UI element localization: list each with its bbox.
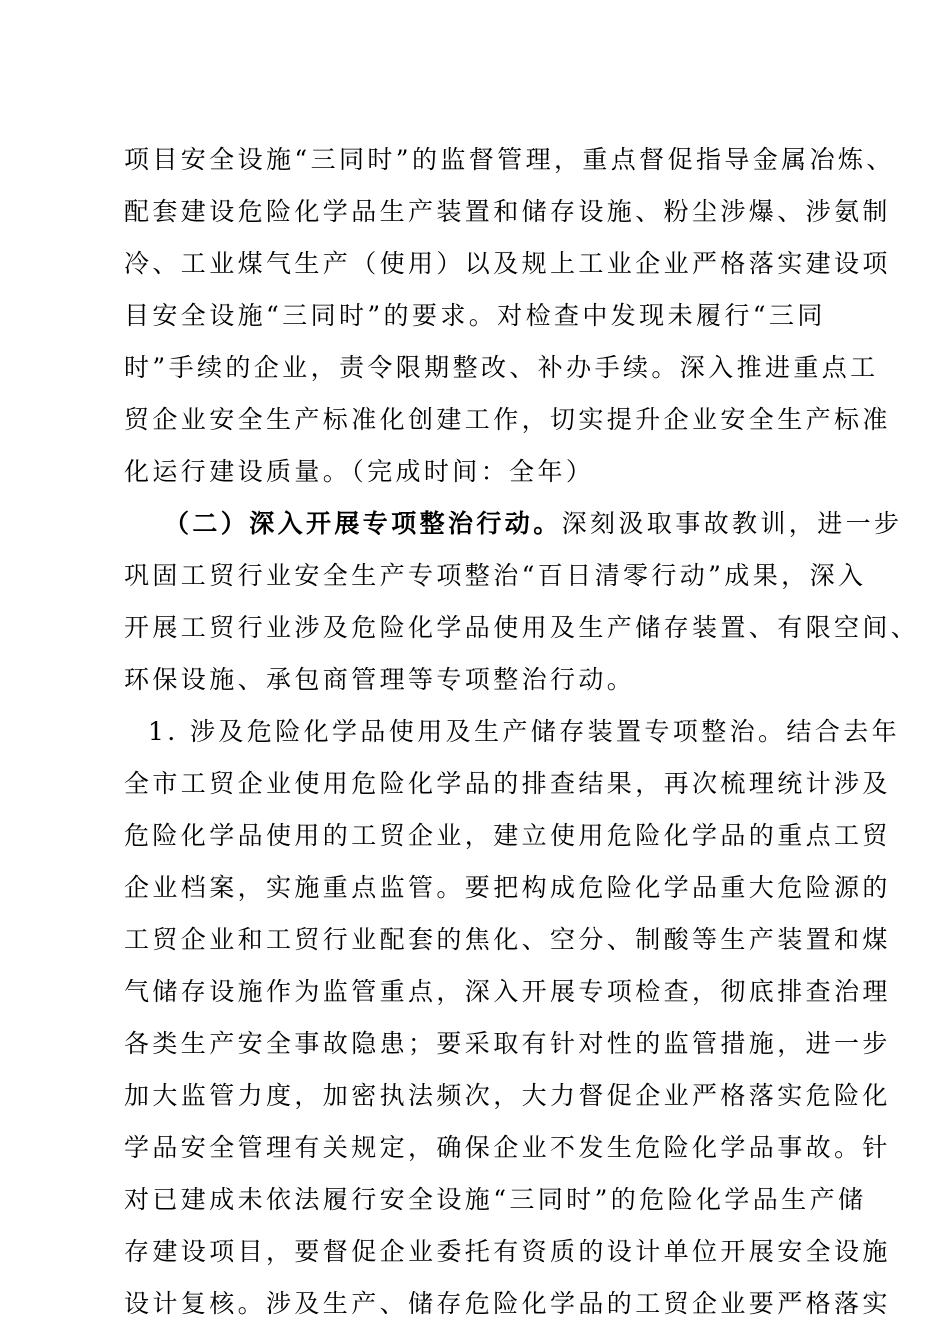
- text-line: 目安全设施“三同时”的要求。对检查中发现未履行“三同: [124, 301, 826, 330]
- text-line: 化运行建设质量。（完成时间：全年）: [124, 457, 595, 486]
- text-line: 加大监管力度，加密执法频次，大力督促企业严格落实危险化: [124, 1081, 891, 1110]
- text-line: 时”手续的企业，责令限期整改、补办手续。深入推进重点工: [124, 353, 879, 382]
- text-line: 环保设施、承包商管理等专项整治行动。: [124, 665, 636, 694]
- text-line: 开展工贸行业涉及危险化学品使用及生产储存装置、有限空间、: [124, 613, 920, 642]
- section-2-intro: 深刻汲取事故教训，进一步: [561, 509, 903, 538]
- text-line: 存建设项目，要督促企业委托有资质的设计单位开展安全设施: [124, 1237, 891, 1266]
- text-line: 危险化学品使用的工贸企业，建立使用危险化学品的重点工贸: [124, 821, 891, 850]
- text-line: 巩固工贸行业安全生产专项整治“百日清零行动”成果，深入: [124, 561, 867, 590]
- text-line: 全市工贸企业使用危险化学品的排查结果，再次梳理统计涉及: [124, 769, 891, 798]
- text-line: 配套建设危险化学品生产装置和储存设施、粉尘涉爆、涉氨制: [124, 197, 891, 226]
- text-line: 对已建成未依法履行安全设施“三同时”的危险化学品生产储: [124, 1185, 867, 1214]
- section-2-heading: （二）深入开展专项整治行动。: [164, 509, 562, 538]
- text-line: 企业档案，实施重点监管。要把构成危险化学品重大危险源的: [124, 873, 891, 902]
- text-line: 贸企业安全生产标准化创建工作，切实提升企业安全生产标准: [124, 405, 891, 434]
- text-line: 冷、工业煤气生产（使用）以及规上工业企业严格落实建设项: [124, 249, 891, 278]
- section-2-first-line: [164, 504, 903, 544]
- text-line: 工贸企业和工贸行业配套的焦化、空分、制酸等生产装置和煤: [124, 925, 891, 954]
- text-line: 各类生产安全事故隐患；要采取有针对性的监管措施，进一步: [124, 1029, 891, 1058]
- text-line: 气储存设施作为监管重点，深入开展专项检查，彻底排查治理: [124, 977, 891, 1006]
- text-line: 设计复核。涉及生产、储存危险化学品的工贸企业要严格落实: [124, 1289, 891, 1318]
- text-line: 学品安全管理有关规定，确保企业不发生危险化学品事故。针: [124, 1133, 891, 1162]
- text-line: 项目安全设施“三同时”的监督管理，重点督促指导金属冶炼、: [124, 145, 895, 174]
- item-1-first-line: 1. 涉及危险化学品使用及生产储存装置专项整治。结合去年: [148, 717, 901, 746]
